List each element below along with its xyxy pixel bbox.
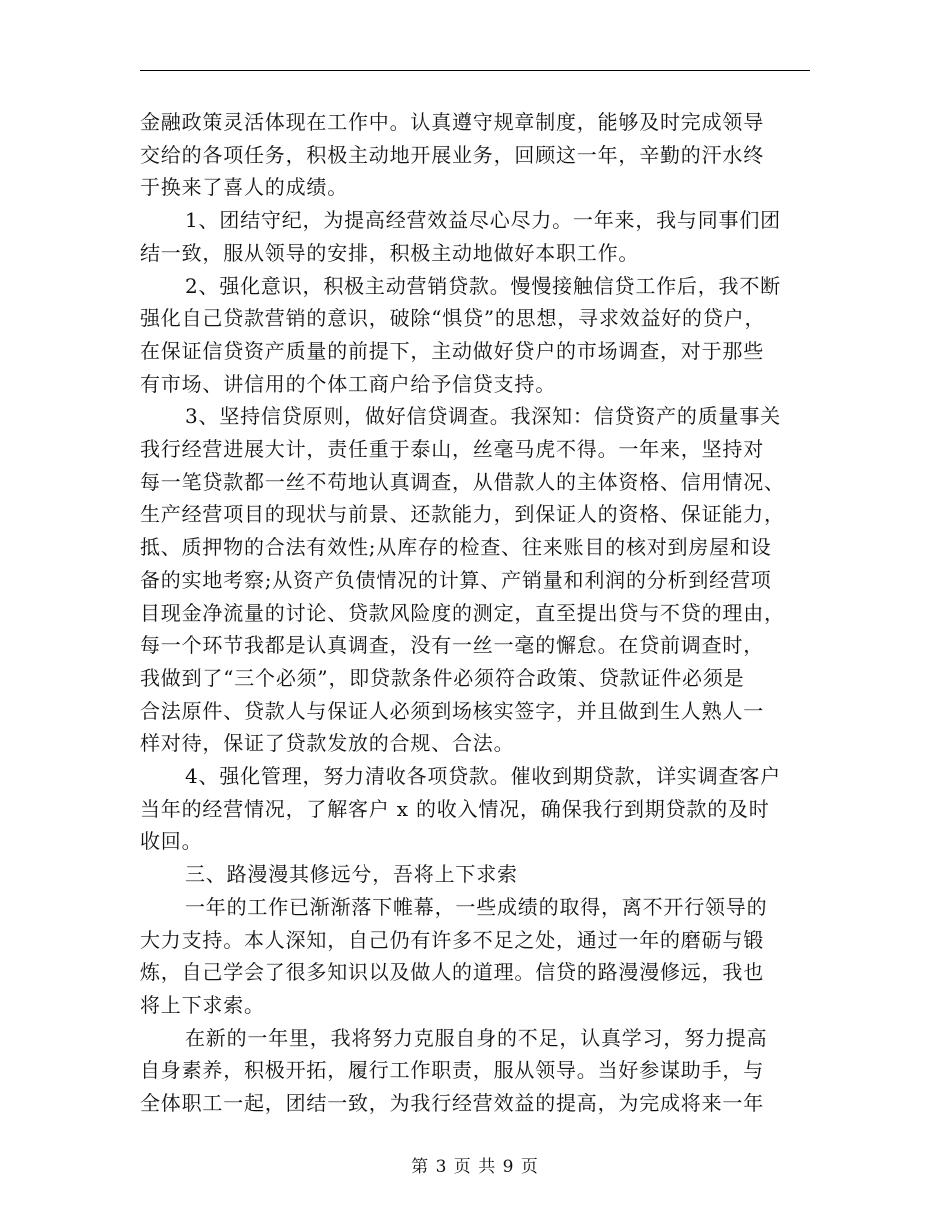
text-line: 三、路漫漫其修远兮，吾将上下求索	[185, 862, 518, 887]
text-line: 一年的工作已渐渐落下帷幕，一些成绩的取得，离不开行领导的	[185, 894, 768, 919]
text-line: 生产经营项目的现状与前景、还款能力，到保证人的资格、保证能力，	[140, 502, 785, 527]
text-line: 4、强化管理，努力清收各项贷款。催收到期贷款，详实调查客户	[185, 764, 781, 789]
text-line: 抵、质押物的合法有效性;从库存的检查、往来账目的核对到房屋和设	[140, 535, 772, 560]
paragraph-item-1	[140, 204, 810, 269]
text-line: 每一笔贷款都一丝不苟地认真调查，从借款人的主体资格、信用情况、	[140, 469, 785, 494]
section-heading	[140, 858, 810, 891]
text-line: 在新的一年里，我将努力克服自身的不足，认真学习，努力提高	[185, 1025, 768, 1050]
text-line: 2、强化意识，积极主动营销贷款。慢慢接触信贷工作后，我不断	[185, 273, 781, 298]
text-line: 合法原件、贷款人与保证人必须到场核实签字，并且做到生人熟人一	[140, 698, 764, 723]
paragraph-item-3	[140, 400, 810, 760]
document-body	[140, 106, 810, 1120]
text-line: 结一致，服从领导的安排，积极主动地做好本职工作。	[140, 240, 640, 265]
text-line: 1、团结守纪，为提高经营效益尽心尽力。一年来，我与同事们团	[185, 208, 781, 233]
header-rule	[140, 70, 810, 71]
paragraph-summary	[140, 891, 810, 1022]
paragraph-item-4	[140, 760, 810, 858]
text-line: 金融政策灵活体现在工作中。认真遵守规章制度，能够及时完成领导	[140, 110, 764, 134]
text-line: 目现金净流量的讨论、贷款风险度的测定，直至提出贷与不贷的理由，	[140, 600, 785, 625]
text-line: 炼，自己学会了很多知识以及做人的道理。信贷的路漫漫修远，我也	[140, 960, 764, 985]
text-line: 当年的经营情况，了解客户 x 的收入情况，确保我行到期贷款的及时	[140, 796, 770, 821]
text-line: 自身素养，积极开拓，履行工作职责，服从领导。当好参谋助手，与	[140, 1058, 764, 1083]
text-line: 强化自己贷款营销的意识，破除“惧贷”的思想，寻求效益好的贷户，	[140, 306, 766, 331]
text-line: 3、坚持信贷原则，做好信贷调查。我深知：信贷资产的质量事关	[185, 404, 781, 429]
text-line: 收回。	[140, 829, 203, 854]
paragraph-item-2	[140, 270, 810, 401]
text-line: 将上下求索。	[140, 992, 265, 1017]
text-line: 于换来了喜人的成绩。	[140, 175, 348, 200]
text-line: 全体职工一起，团结一致，为我行经营效益的提高，为完成将来一年	[140, 1091, 764, 1116]
paragraph-intro	[140, 106, 810, 204]
text-line: 有市场、讲信用的个体工商户给予信贷支持。	[140, 371, 556, 396]
text-line: 备的实地考察;从资产负债情况的计算、产销量和利润的分析到经营项	[140, 567, 772, 592]
text-line: 交给的各项任务，积极主动地开展业务，回顾这一年，辛勤的汗水终	[140, 142, 764, 167]
paragraph-outlook	[140, 1022, 810, 1120]
text-line: 我做到了“三个必须”，即贷款条件必须符合政策、贷款证件必须是	[140, 665, 745, 690]
text-line: 大力支持。本人深知，自己仍有许多不足之处，通过一年的磨砺与锻	[140, 927, 764, 952]
text-line: 样对待，保证了贷款发放的合规、合法。	[140, 731, 515, 756]
page-number: 第 3 页 共 9 页	[411, 1157, 539, 1177]
text-line: 在保证信贷资产质量的前提下，主动做好贷户的市场调查，对于那些	[140, 338, 764, 363]
text-line: 每一个环节我都是认真调查，没有一丝一毫的懈怠。在贷前调查时，	[140, 633, 764, 658]
text-line: 我行经营进展大计，责任重于泰山，丝毫马虎不得。一年来，坚持对	[140, 437, 764, 462]
